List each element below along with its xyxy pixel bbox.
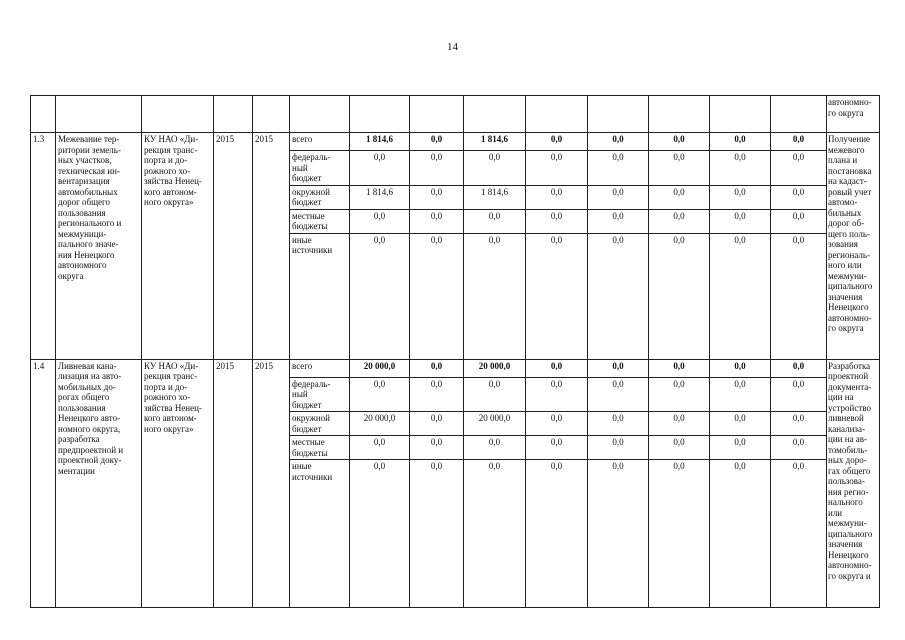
amount-cell: 0,0: [649, 412, 710, 436]
amount-cell: 0,0: [350, 436, 410, 460]
amount-cell: 0,0: [588, 460, 649, 608]
amount-cell: 0,0: [464, 151, 526, 186]
amount-cell: 0,0: [410, 412, 464, 436]
amount-cell: 0,0: [710, 377, 771, 412]
amount-cell: 0,0: [771, 460, 827, 608]
amount-cell: 0,0: [464, 233, 526, 359]
amount-cell: 0,0: [526, 133, 588, 151]
amount-cell: 0,0: [350, 233, 410, 359]
program-activities-table: [30, 95, 880, 608]
amount-cell: 0,0: [710, 460, 771, 608]
amount-cell: 0,0: [649, 209, 710, 233]
amount-cell: 0,0: [710, 359, 771, 377]
amount-cell: 0,0: [771, 412, 827, 436]
item-number: 1.3: [31, 133, 56, 360]
amount-cell: 0,0: [464, 209, 526, 233]
start-year: 2015: [214, 359, 253, 608]
amount-cell: 0,0: [771, 436, 827, 460]
amount-cell: 0,0: [526, 233, 588, 359]
amount-cell: 0,0: [350, 460, 410, 608]
funding-source: федераль- ный бюджет: [290, 151, 350, 186]
amount-cell: 0,0: [526, 209, 588, 233]
continuation-row: [31, 96, 880, 133]
amount-cell: 1 814,6: [464, 133, 526, 151]
item-number: 1.4: [31, 359, 56, 608]
amount-cell: 0,0: [350, 209, 410, 233]
amount-cell: 0,0: [588, 359, 649, 377]
amount-cell: 0,0: [771, 233, 827, 359]
expected-result: Получение межевого плана и постановка на кадаст- ровый учет автомо- бильных дорог об- щего поль- зования региональ- ного или межмуни- ципального значения Ненецкого автономно- го округа: [827, 133, 880, 360]
amount-cell: 0,0: [526, 185, 588, 209]
funding-source: федераль- ный бюджет: [290, 377, 350, 412]
amount-cell: 20 000,0: [350, 359, 410, 377]
amount-cell: 0,0: [526, 377, 588, 412]
amount-cell: 0,0: [410, 233, 464, 359]
amount-cell: 0,0: [649, 359, 710, 377]
expected-result: Разработка проектной документа- ции на устройство ливневой канализа- ции на ав- томобиль- ных доро- гах общего пользова- ния регио- нального или межмуни- ципального значения Ненецкого автономно- го округа и: [827, 359, 880, 608]
end-year: 2015: [253, 359, 290, 608]
amount-cell: 0,0: [410, 460, 464, 608]
amount-cell: 0,0: [771, 359, 827, 377]
executor: КУ НАО «Ди- рекция транс- порта и до- рожного хо- зяйства Ненец- кого автоном- ного округа»: [142, 133, 214, 360]
amount-cell: 0,0: [526, 460, 588, 608]
amount-cell: 0,0: [649, 460, 710, 608]
amount-cell: 0,0: [771, 377, 827, 412]
funding-source: окружной бюджет: [290, 412, 350, 436]
funding-row: [31, 359, 880, 377]
amount-cell: 0,0: [588, 209, 649, 233]
amount-cell: 0,0: [649, 133, 710, 151]
amount-cell: 20 000,0: [464, 359, 526, 377]
amount-cell: 0,0: [410, 185, 464, 209]
amount-cell: 0,0: [710, 233, 771, 359]
amount-cell: 0,0: [350, 377, 410, 412]
amount-cell: 0,0: [410, 436, 464, 460]
amount-cell: 0,0: [710, 436, 771, 460]
amount-cell: 0,0: [588, 436, 649, 460]
amount-cell: 20 000,0: [350, 412, 410, 436]
funding-source: иные источники: [290, 233, 350, 359]
amount-cell: 0,0: [464, 377, 526, 412]
amount-cell: 0,0: [526, 436, 588, 460]
amount-cell: 0,0: [526, 151, 588, 186]
amount-cell: 0,0: [649, 233, 710, 359]
activity-name: Ливневая кана- лизация на авто- мобильных до- рогах общего пользования Ненецкого авто- номного округа, разработка предпроектной и проектной доку- ментации: [56, 359, 142, 608]
amount-cell: 0,0: [649, 185, 710, 209]
amount-cell: 0,0: [410, 377, 464, 412]
amount-cell: 0,0: [771, 185, 827, 209]
funding-source: иные источники: [290, 460, 350, 608]
amount-cell: 0,0: [588, 377, 649, 412]
amount-cell: 0,0: [771, 151, 827, 186]
amount-cell: 0,0: [588, 412, 649, 436]
funding-source: всего: [290, 133, 350, 151]
amount-cell: 1 814,6: [350, 133, 410, 151]
amount-cell: 0,0: [588, 133, 649, 151]
funding-source: всего: [290, 359, 350, 377]
amount-cell: 0,0: [410, 151, 464, 186]
amount-cell: 0,0: [350, 151, 410, 186]
amount-cell: 0,0: [410, 359, 464, 377]
amount-cell: 0,0: [588, 185, 649, 209]
amount-cell: 0,0: [526, 412, 588, 436]
amount-cell: 0,0: [649, 377, 710, 412]
amount-cell: 0,0: [526, 359, 588, 377]
amount-cell: 1 814,6: [350, 185, 410, 209]
amount-cell: 0,0: [649, 151, 710, 186]
amount-cell: 0,0: [710, 133, 771, 151]
amount-cell: 0,0: [710, 209, 771, 233]
amount-cell: 20 000,0: [464, 412, 526, 436]
end-year: 2015: [253, 133, 290, 360]
amount-cell: 0,0: [464, 436, 526, 460]
funding-source: местные бюджеты: [290, 436, 350, 460]
amount-cell: 0,0: [588, 233, 649, 359]
amount-cell: 0,0: [410, 133, 464, 151]
amount-cell: 0,0: [771, 209, 827, 233]
executor: КУ НАО «Ди- рекция транс- порта и до- рожного хо- зяйства Ненец- кого автоном- ного округа»: [142, 359, 214, 608]
amount-cell: 0,0: [464, 460, 526, 608]
amount-cell: 1 814,6: [464, 185, 526, 209]
result-cell: автономно- го округа: [827, 96, 880, 133]
start-year: 2015: [214, 133, 253, 360]
activity-name: Межевание тер- ритории земель- ных участков, техническая ин- вентаризация автомобильных дорог общего пользования регионального и межмуници- пального значе- ния Ненецкого автономного округа: [56, 133, 142, 360]
amount-cell: 0,0: [710, 412, 771, 436]
amount-cell: 0,0: [410, 209, 464, 233]
amount-cell: 0,0: [588, 151, 649, 186]
amount-cell: 0,0: [710, 151, 771, 186]
funding-row: [31, 133, 880, 151]
amount-cell: 0,0: [771, 133, 827, 151]
page-number: 14: [447, 41, 458, 53]
funding-source: местные бюджеты: [290, 209, 350, 233]
amount-cell: 0,0: [710, 185, 771, 209]
amount-cell: 0,0: [649, 436, 710, 460]
funding-source: окружной бюджет: [290, 185, 350, 209]
